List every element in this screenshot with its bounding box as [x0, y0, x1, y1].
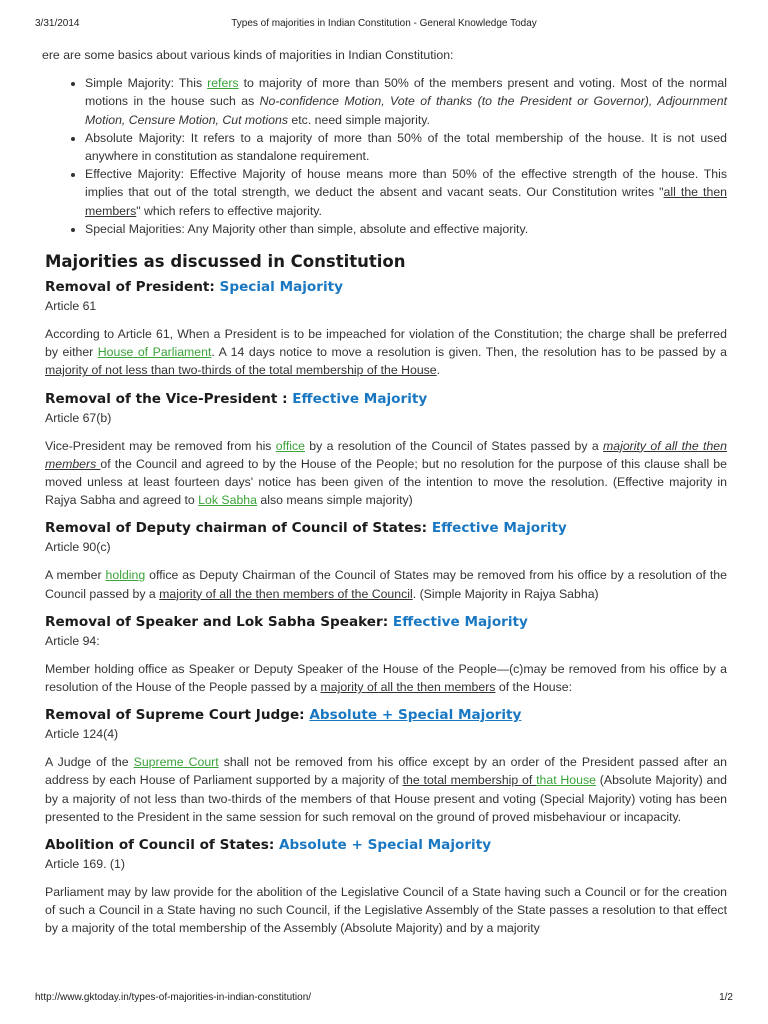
article-number: Article 169. (1) [45, 857, 125, 872]
article-number: Article 124(4) [45, 727, 119, 742]
article-number: Article 67(b) [45, 410, 112, 425]
list-item-effective-majority: • Effective Majority: Effective Majority of house means more than 50% of the effective strength of the house. This implies that out of the total strength, we deduct the absent and vacant seats. Our Constitution writes "all the then members" which refers to effective majority. [85, 165, 727, 220]
section-deputy-chairman [45, 518, 727, 602]
section-body: According to Article 61, When a President is to be impeached for violation of the Constitution; the charge shall be preferred by either House of Parliament. A 14 days notice to move a resolution is given. Then, the resolution has to be passed by a majority of not less than two-thirds of the total membership of the House. [45, 327, 727, 378]
list-item-simple-majority: • Simple Majority: This refers to majority of more than 50% of the members present and voting. Most of the normal motions in the house such as No-confidence Motion, Vote of thanks (to the President or Governor), Adjournment Motion, Censure Motion, Cut motions etc. need simple majority. [85, 74, 727, 129]
section-supreme-court-judge [45, 705, 727, 826]
page-number: 1/2 [719, 992, 733, 1003]
section-body: Parliament may by law provide for the abolition of the Legislative Council of a State having such a Council or for the creation of such a Council in a State having no such Council, if the Legislative Assembly of the State passes a resolution to that effect by a majority of the total membership of the Assembly (Absolute Majority) and by a majority [45, 885, 727, 936]
article-number: Article 94: [45, 633, 100, 648]
section-body: A member holding office as Deputy Chairman of the Council of States may be removed from his office by a resolution of the Council passed by a majority of all the then members of the Council. (Simple Majority in Rajya Sabha) [45, 568, 727, 601]
list-item-absolute-majority: • Absolute Majority: It refers to a majority of more than 50% of the total membership of the house. It is not used anywhere in constitution as standalone requirement. [85, 129, 727, 165]
print-date: 3/31/2014 [35, 18, 80, 29]
majority-label: Effective Majority [392, 613, 528, 630]
main-heading: Majorities as discussed in Constitution [45, 252, 406, 272]
section-body: A Judge of the Supreme Court shall not be removed from his office except by an order of the President passed after an address by each House of Parliament supported by a majority of the total membership of that House (Absolute Majority) and by a majority of not less than two-thirds of the members of that House present and voting (Special Majority) voting has been presented to the President in the same session for such removal on the ground of proved misbehaviour or incapacity. [45, 755, 727, 824]
majority-label: Absolute + Special Majority [279, 837, 492, 854]
majority-label: Effective Majority [292, 390, 428, 407]
article-number: Article 61 [45, 299, 97, 314]
print-header [0, 18, 768, 32]
section-heading: Removal of Supreme Court Judge: Absolute + Special Majority [45, 707, 522, 724]
list-item-special-majority: • Special Majorities: Any Majority other than simple, absolute and effective majority. [85, 220, 727, 238]
article-content [42, 46, 727, 947]
supreme-court-link[interactable]: Supreme Court [133, 755, 219, 770]
section-vice-president [45, 389, 727, 510]
intro-text: ere are some basics about various kinds of majorities in Indian Constitution: [42, 48, 454, 62]
section-heading: Removal of Speaker and Lok Sabha Speaker: Effective Majority [45, 613, 528, 630]
holding-link[interactable]: holding [105, 568, 146, 583]
majority-label: Effective Majority [431, 520, 567, 537]
office-link[interactable]: office [275, 438, 305, 453]
page-url: http://www.gktoday.in/types-of-majorities-in-indian-constitution/ [35, 992, 312, 1003]
majority-label: Special Majority [219, 279, 343, 296]
section-body: Vice-President may be removed from his office by a resolution of the Council of States passed by a majority of all the then members of the Council and agreed to by the House of the People; but no resolution for the purpose of this clause shall be moved unless at least fourteen days' notice has been given of the intention to move the resolution. (Effective majority in Rajya Sabha and agreed to Lok Sabha also means simple majority) [45, 438, 727, 508]
print-title: Types of majorities in Indian Constitution - General Knowledge Today [231, 18, 537, 29]
article-number: Article 90(c) [45, 540, 111, 555]
refers-link[interactable]: refers [207, 76, 239, 91]
that-house-link[interactable]: that House [536, 773, 596, 788]
majority-label[interactable]: Absolute + Special Majority [309, 707, 522, 724]
section-heading: Removal of the Vice-President : Effective Majority [45, 390, 428, 407]
section-heading: Abolition of Council of States: Absolute + Special Majority [45, 837, 492, 854]
majority-types-list [45, 74, 727, 238]
section-president [45, 277, 727, 380]
print-footer [0, 992, 768, 1006]
lok-sabha-link[interactable]: Lok Sabha [198, 493, 257, 508]
section-body: Member holding office as Speaker or Deputy Speaker of the House of the People—(c)may be removed from his office by a resolution of the House of the People passed by a majority of all the then members of the House: [45, 661, 727, 695]
section-council-of-states [45, 835, 727, 938]
house-of-parliament-link[interactable]: House of Parliament [97, 345, 212, 360]
section-heading: Removal of Deputy chairman of Council of States: Effective Majority [45, 520, 567, 537]
section-speaker [45, 612, 727, 696]
section-heading: Removal of President: Special Majority [45, 279, 343, 296]
